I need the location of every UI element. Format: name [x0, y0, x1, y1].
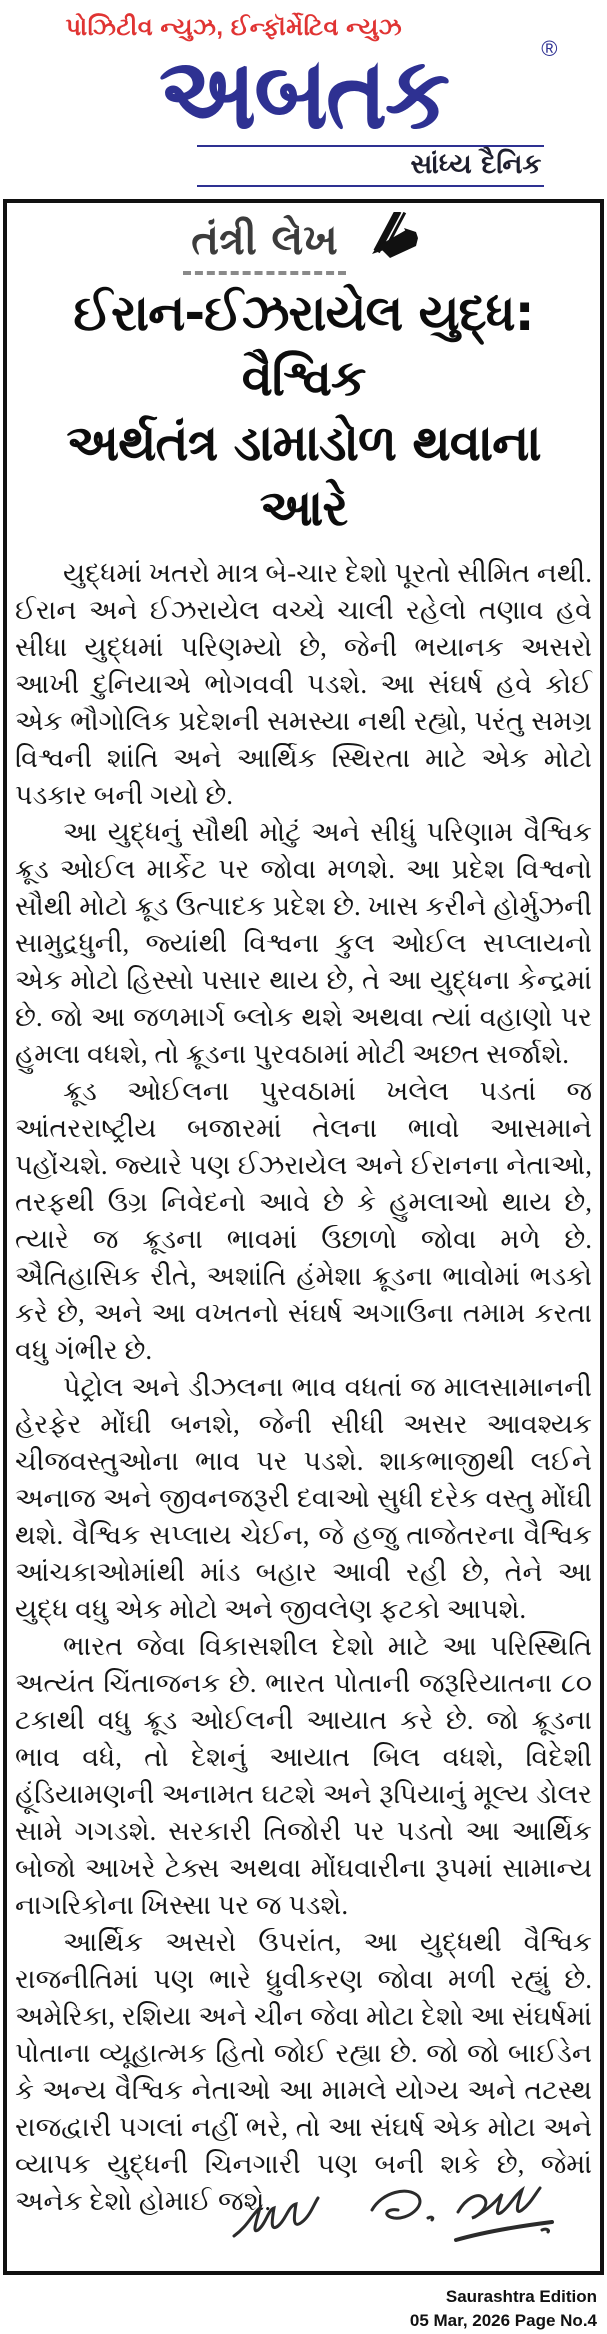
article-paragraph: ભારત જેવા વિકાસશીલ દેશો માટે આ પરિસ્થિતિ અત્યંત ચિંતાજનક છે. ભારત પોતાની જરૂરિયાતના ૮૦ ટકાથી વધુ ક્રૂડ ઓઈલની આયાત કરે છે. જો ક્રૂડના ભાવ વધે, તો દેશનું આયાત બિલ વધશે, વિદેશી હૂંડિયામણની અનામત ઘટશે અને રૂપિયાનું મૂલ્ય ડોલર સામે ગગડશે. સરકારી તિજોરી પર પડતો આ આર્થિક બોજો આખરે ટેક્સ અથવા મોંઘવારીના રૂપમાં સામાન્ય નાગરિકોના ખિસ્સા પર જ પડશે. — [15, 1630, 592, 1920]
masthead-tagline: પોઝિટીવ ન્યુઝ, ઈન્ફૉર્મેટિવ ન્યુઝ — [65, 14, 403, 41]
headline-line-1: ઈરાન-ઈઝરાયેલ યુદ્ધ: વૈશ્વિક — [73, 283, 534, 407]
article-paragraph: આ યુદ્ધનું સૌથી મોટું અને સીધું પરિણામ વૈશ્વિક ક્રૂડ ઓઈલ માર્કેટ પર જોવા મળશે. આ પ્રદેશ વિશ્વનો સૌથી મોટો ક્રૂડ ઉત્પાદક પ્રદેશ છે. ખાસ કરીને હોર્મુઝની સામુદ્રધુની, જ્યાંથી વિશ્વના કુલ ઓઈલ સપ્લાયનો એક મોટો હિસ્સો પસાર થાય છે, તે આ યુદ્ધના કેન્દ્રમાં છે. જો આ જળમાર્ગ બ્લોક થશે અથવા ત્યાં વહાણો પર હુમલા વધશે, તો ક્રૂડના પુરવઠામાં મોટી અછત સર્જાશે. — [15, 816, 592, 1069]
footer-date-page: 05 Mar, 2026 Page No.4 — [409, 2311, 597, 2331]
article-paragraph: ક્રૂડ ઓઈલના પુરવઠામાં ખલેલ પડતાં જ આંતરરાષ્ટ્રીય બજારમાં તેલના ભાવો આસમાને પહોંચશે. જ્યારે પણ ઈઝરાયેલ અને ઈરાનના નેતાઓ, તરફથી ઉગ્ર નિવેદનો આવે છે કે હુમલાઓ થાય છે, ત્યારે જ ક્રૂડના ભાવમાં ઉછાળો જોવા મળે છે. ઐતિહાસિક રીતે, અશાંતિ હંમેશા ક્રૂડના ભાવોમાં ભડકો કરે છે, અને આ વખતનો સંઘર્ષ અગાઉના તમામ કરતા વધુ ગંભીર છે. — [15, 1075, 592, 1365]
article-paragraph: યુદ્ધમાં ખતરો માત્ર બે-ચાર દેશો પૂરતો સીમિત નથી. ઈરાન અને ઈઝરાયેલ વચ્ચે ચાલી રહેલો તણાવ હવે સીધા યુદ્ધમાં પરિણમ્યો છે, જેની ભયાનક અસરો આખી દુનિયાએ ભોગવવી પડશે. આ સંઘર્ષ હવે કોઈ એક ભૌગોલિક પ્રદેશની સમસ્યા નથી રહ્યો, પરંતુ સમગ્ર વિશ્વની શાંતિ અને આર્થિક સ્થિરતા માટે એક મોટો પડકાર બની ગયો છે. — [15, 557, 593, 810]
editorial-article-box — [3, 199, 604, 2275]
newspaper-masthead — [0, 0, 607, 187]
headline-line-2: અર્થતંત્ર ડામાડોળ થવાના આરે — [66, 413, 541, 537]
writing-hand-icon — [360, 212, 424, 269]
registered-trademark-icon: ® — [541, 36, 558, 61]
article-headline — [15, 281, 592, 541]
newspaper-logo — [64, 35, 558, 152]
article-paragraph: આર્થિક અસરો ઉપરાંત, આ યુદ્ધથી વૈશ્વિક રાજનીતિમાં પણ ભારે ધ્રુવીકરણ જોવા મળી રહ્યું છે. અમેરિકા, રશિયા અને ચીન જેવા મોટા દેશો આ સંઘર્ષમાં પોતાના વ્યૂહાત્મક હિતો જોઈ રહ્યા છે. જો જો બાઈડેન કે અન્ય વૈશ્વિક નેતાઓ આ મામલે યોગ્ય અને તટસ્થ રાજદ્વારી પગલાં નહીં ભરે, તો આ સંઘર્ષ એક મોટા અને વ્યાપક યુદ્ધની ચિનગારી પણ બની શકે છે, જેમાં અનેક દેશો હોમાઈ જશે. — [15, 1926, 592, 2216]
newspaper-logo-text: અબતક — [159, 35, 448, 152]
editorial-section-header — [15, 215, 592, 275]
article-body — [15, 555, 592, 2220]
editorial-section-label: તંત્રી લેખ — [183, 215, 346, 275]
article-paragraph: પેટ્રોલ અને ડીઝલના ભાવ વધતાં જ માલસામાનની હેરફેર મોંઘી બનશે, જેની સીધી અસર આવશ્યક ચીજવસ્તુઓના ભાવ પર પડશે. શાકભાજીથી લઈને અનાજ અને જીવનજરૂરી દવાઓ સુધી દરેક વસ્તુ મોંઘી થશે. વૈશ્વિક સપ્લાય ચેઈન, જે હજુ તાજેતરના વૈશ્વિક આંચકાઓમાંથી માંડ બહાર આવી રહી છે, તેને આ યુદ્ધ વધુ એક મોટો અને જીવલેણ ફટકો આપશે. — [15, 1371, 592, 1624]
edition-type-label: સાંધ્ય દૈનિક — [410, 148, 542, 180]
page-footer — [0, 2275, 607, 2334]
footer-edition: Saurashtra Edition — [445, 2286, 597, 2306]
